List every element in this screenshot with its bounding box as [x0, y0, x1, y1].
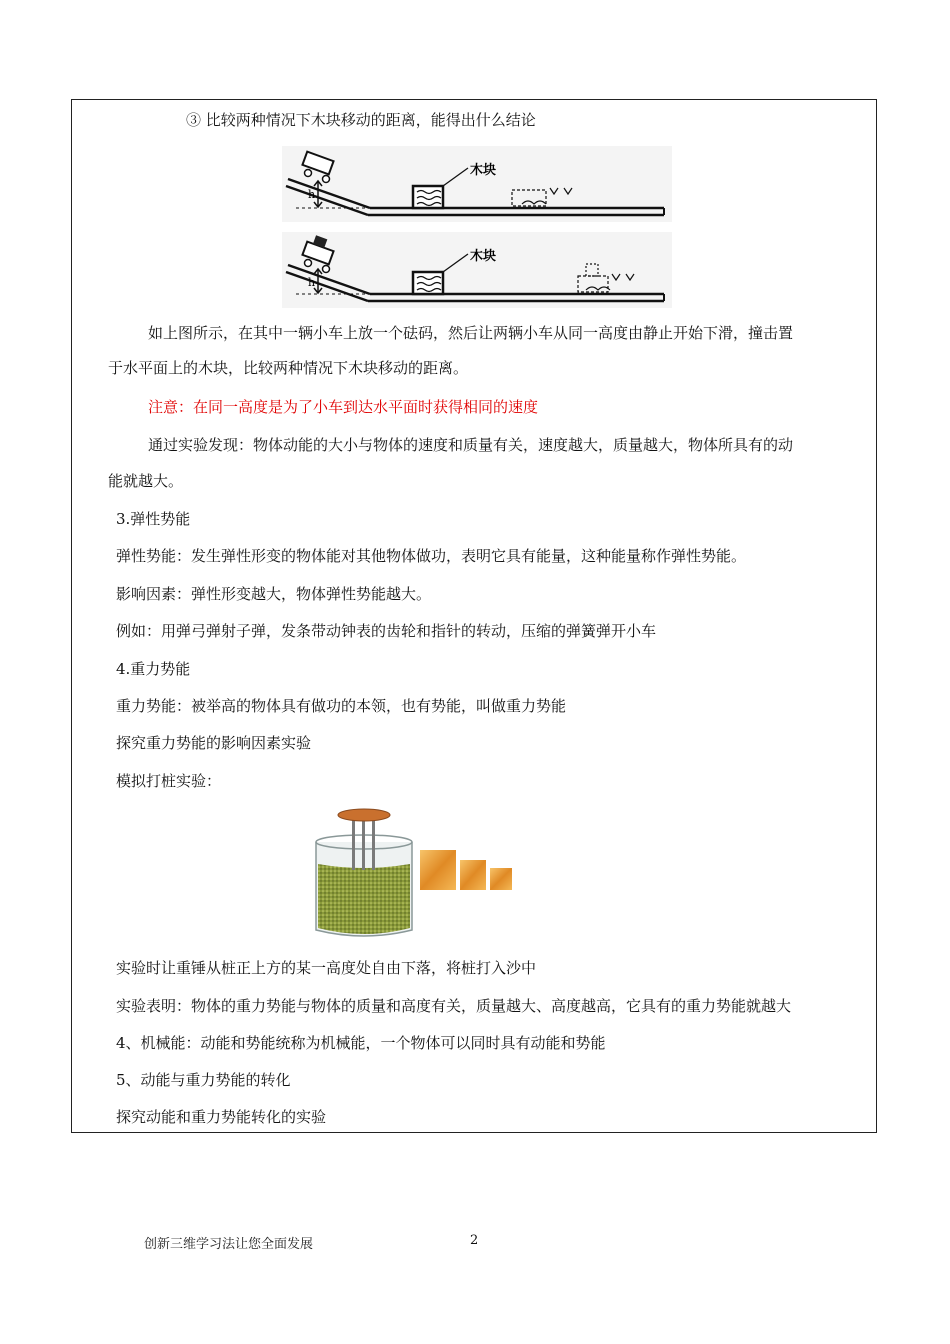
finding-line-1: 通过实验发现：物体动能的大小与物体的速度和质量有关，速度越大，质量越大，物体所具有的动 — [148, 436, 794, 454]
elastic-definition: 弹性势能：发生弹性形变的物体能对其他物体做功，表明它具有能量，这种能量称作弹性势能。 — [116, 547, 747, 565]
finding-line-2: 能就越大。 — [108, 472, 184, 490]
conversion-experiment: 探究动能和重力势能转化的实验 — [116, 1108, 327, 1126]
pile-title: 模拟打桩实验： — [116, 772, 222, 790]
mechanical-energy: 4、机械能：动能和势能统称为机械能，一个物体可以同时具有动能和势能 — [116, 1034, 606, 1052]
pile-description: 实验时让重锤从桩正上方的某一高度处自由下落，将桩打入沙中 — [116, 959, 537, 977]
weight-plate-icon — [338, 809, 390, 821]
gravity-heading: 4.重力势能 — [116, 660, 191, 678]
wood-block-icon — [413, 186, 443, 208]
h-label: h — [308, 276, 316, 289]
paragraph-1-line-1: 如上图所示，在其中一辆小车上放一个砝码，然后让两辆小车从同一高度由静止开始下滑，撞击置 — [148, 324, 794, 342]
pile-result: 实验表明：物体的重力势能与物体的质量和高度有关，质量越大、高度越高，它具有的重力势能就越大 — [116, 997, 792, 1015]
note-text: 注意：在同一高度是为了小车到达水平面时获得相同的速度 — [148, 398, 539, 416]
elastic-heading: 3.弹性势能 — [116, 510, 191, 528]
ramp-figure-1 — [282, 146, 672, 222]
gravity-experiment: 探究重力势能的影响因素实验 — [116, 734, 312, 752]
ramp-figure-2 — [282, 232, 672, 308]
h-label: h — [308, 188, 316, 201]
paragraph-1-line-2: 于水平面上的木块，比较两种情况下木块移动的距离。 — [108, 359, 469, 377]
pile-driving-figure — [306, 802, 528, 942]
wood-block-icon — [413, 272, 443, 294]
page-number: 2 — [470, 1233, 479, 1248]
gravity-definition: 重力势能：被举高的物体具有做功的本领，也有势能，叫做重力势能 — [116, 697, 567, 715]
conversion-heading: 5、动能与重力势能的转化 — [116, 1071, 291, 1089]
footer-slogan: 创新三维学习法让您全面发展 — [144, 1237, 314, 1252]
block-label: 木块 — [470, 163, 497, 178]
block-label: 木块 — [470, 249, 497, 264]
wood-blocks-icon — [420, 850, 512, 890]
question-3: ③ 比较两种情况下木块移动的距离，能得出什么结论 — [186, 111, 536, 129]
elastic-factor: 影响因素：弹性形变越大，物体弹性势能越大。 — [116, 585, 432, 603]
elastic-example: 例如：用弹弓弹射子弹，发条带动钟表的齿轮和指针的转动，压缩的弹簧弹开小车 — [116, 622, 657, 640]
